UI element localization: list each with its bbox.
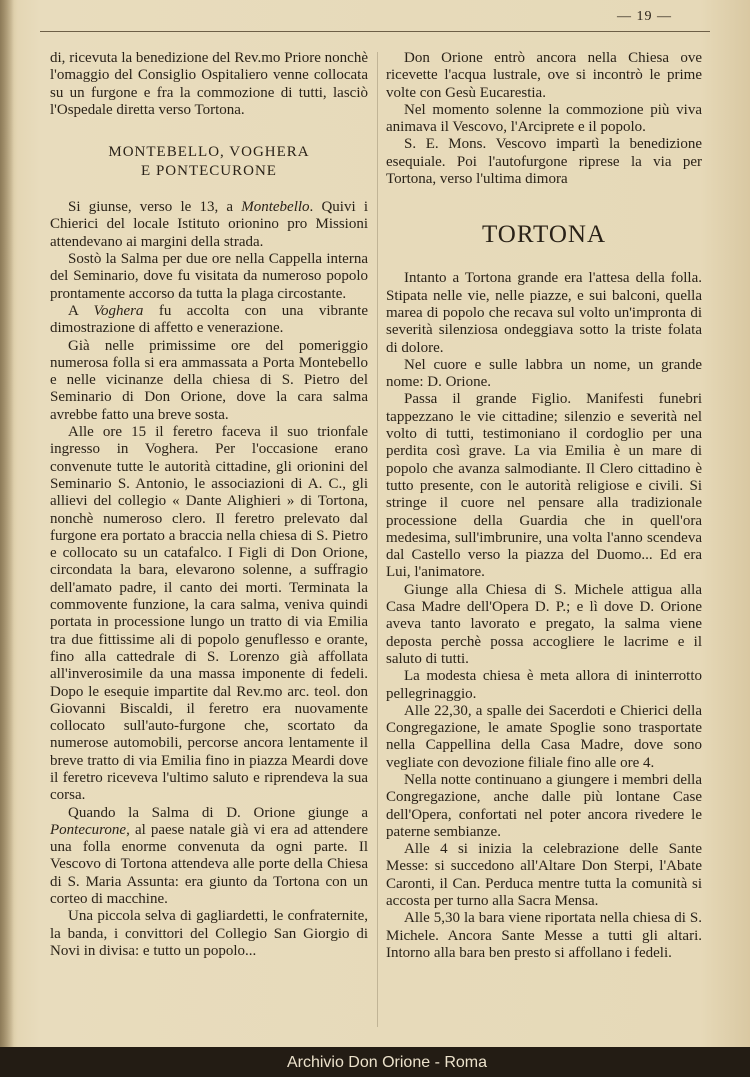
paragraph: Alle 5,30 la bara viene riportata nella chiesa di S. Michele. Ancora Sante Messe a tutti gli altari. Intorno alla bara ben presto si affollano i fedeli. xyxy=(386,910,702,961)
paragraph xyxy=(50,303,368,338)
paragraph: Sostò la Salma per due ore nella Cappella interna del Seminario, dove fu visitata da numeroso popolo prontamente accorso da tutta la plaga circostante. xyxy=(50,251,368,302)
paragraph: Nella notte continuano a giungere i membri della Congregazione, anche dalle più lontane Case dell'Opera, confortati nel poter ancora rivedere le paterne sembianze. xyxy=(386,771,702,840)
paragraph: Già nelle primissime ore del pomeriggio numerosa folla si era ammassata a Porta Montebello e nelle vicinanze della chiesa di S. Pietro del Seminario di Don Orione, dove la cara salma avrebbe fatto una breve sosta. xyxy=(50,337,368,423)
paragraph xyxy=(50,199,368,251)
paragraph: Una piccola selva di gagliardetti, le confraternite, la banda, i convittori del Collegio San Giorgio di Novi in divisa: e tutto un popolo... xyxy=(50,908,368,959)
place-name: Voghera xyxy=(93,302,144,319)
paragraph: Nel cuore e sulle labbra un nome, un grande nome: D. Orione. xyxy=(386,356,702,391)
paragraph: Alle 4 si inizia la celebrazione delle Sante Messe: si succedono all'Altare Don Sterpi, l'Abate Caronti, il Can. Perduca mentre tutta la comunità si accosta per turno alla Sacra Mensa. xyxy=(386,841,702,910)
page-number: — 19 — xyxy=(617,9,672,24)
paragraph: La modesta chiesa è meta allora di ininterrotto pellegrinaggio. xyxy=(386,668,702,702)
text: fu accolta con una vibrante dimostrazione di affetto e venerazione. xyxy=(50,302,368,337)
text: Si giunse, verso le 13, a xyxy=(68,199,242,216)
section-heading-line: E PONTECURONE xyxy=(141,163,277,180)
text: Quando la Salma di D. Orione giunge a xyxy=(68,804,368,821)
section-heading-tortona: TORTONA xyxy=(481,221,607,249)
paragraph: Don Orione entrò ancora nella Chiesa ove ricevette l'acqua lustrale, ove si incontrò le prime volte con Gesù Eucarestia. xyxy=(386,50,702,101)
place-name: Pontecurone xyxy=(50,821,127,838)
paragraph: di, ricevuta la benedizione del Rev.mo Priore nonchè l'omaggio del Consiglio Ospitaliero venne collocata su un furgone e fra la commozione di tutti, lasciò l'Ospedale diretta verso Tortona. xyxy=(50,50,368,118)
header-rule xyxy=(40,31,710,32)
text: , al paese natale già vi era ad attendere una folla enorme convenuta da ogni parte. Il Vescovo di Tortona attendeva alle porte della Chiesa di S. Maria Assunta: era giunto da Tortona con un corteo di macchine. xyxy=(50,821,368,908)
archive-footer xyxy=(0,1047,750,1077)
paragraph: Alle ore 15 il feretro faceva il suo trionfale ingresso in Voghera. Per l'occasione erano convenute tutte le autorità cittadine, gli orionini del Seminario S. Antonio, le associazioni di A. C., gli allievi del collegio « Dante Alighieri » di Tortona, nonchè numeroso clero. Il feretro prelevato dal furgone era portato a braccia nella chiesa di S. Pietro e collocato su un catafalco. I Figli di Don Orione, circondata la bara, elevarono solenne, a suffragio dell'amato padre, il canto dei morti. Terminata la commovente funzione, la cara salma, veniva quindi portata in processione lungo un tratto di via Emilia tra due fittissime ali di popolo genuflesso e orante, fino alla cattedrale di S. Lorenzo già affollata all'inverosimile da una massa imponente di fedeli. Dopo le esequie impartite dal Rev.mo arc. teol. don Giovanni Biscaldi, il feretro era nuovamente collocato sull'auto-furgone che, scortato da numerose automobili, percorse ancora lentamente il breve tratto di via Emilia fino in piazza Meardi dove il feretro riceveva l'ultimo saluto e riprendeva la sua corsa. xyxy=(50,424,368,804)
binding-shadow xyxy=(0,0,14,1077)
section-heading-montebello xyxy=(50,143,368,181)
column-divider xyxy=(377,52,378,1027)
text: A xyxy=(68,302,94,319)
paragraph: S. E. Mons. Vescovo impartì la benedizione esequiale. Poi l'autofurgone riprese la via per Tortona, verso l'ultima dimora xyxy=(386,136,702,188)
paragraph: Passa il grande Figlio. Manifesti funebri tappezzano le vie cittadine; silenzio e severità nel volto di tutti, testimoniano il cordoglio per una perdita così grave. La via Emilia è un mare di popolo che avanza salmodiante. Il Clero cittadino è tutto presente, con le autorità religiose e civili. Si stringe il cuore nel pensare alla tradizionale processione della Guardia che in quell'ora medesima, sull'imbrunire, una volta l'anno scendeva dal Castello verso la piazza del Duomo... Ed era Lui, l'animatore. xyxy=(386,391,702,581)
footer-label: Archivio Don Orione - Roma xyxy=(286,1054,488,1071)
paragraph: Intanto a Tortona grande era l'attesa della folla. Stipata nelle vie, nelle piazze, e sui balconi, quella marea di popolo che recava sul volto un'impronta di severità silenziosa ondeggiava sotto la triste folata di dolore. xyxy=(386,270,702,356)
paragraph: Alle 22,30, a spalle dei Sacerdoti e Chierici della Congregazione, le amate Spoglie sono trasportate nella Cappellina della Casa Madre, dove sono vegliate con devozione filiale fino alle ore 4. xyxy=(386,702,702,771)
paragraph xyxy=(50,805,368,909)
left-column xyxy=(50,50,368,960)
paragraph: Giunge alla Chiesa di S. Michele attigua alla Casa Madre dell'Opera D. P.; e lì dove D. Orione aveva tanto lavorato e pregato, la salma viene deposta perchè possa accogliere le lacrime e il saluto di tutti. xyxy=(386,581,702,667)
text: . Quivi i Chierici del locale Istituto orionino pro Missioni attendevano ai margini della strada. xyxy=(50,199,368,250)
section-heading-line: MONTEBELLO, VOGHERA xyxy=(108,144,310,161)
place-name: Montebello xyxy=(241,199,310,216)
paragraph: Nel momento solenne la commozione più viva animava il Vescovo, l'Arciprete e il popolo. xyxy=(386,101,702,136)
right-column xyxy=(386,50,702,962)
